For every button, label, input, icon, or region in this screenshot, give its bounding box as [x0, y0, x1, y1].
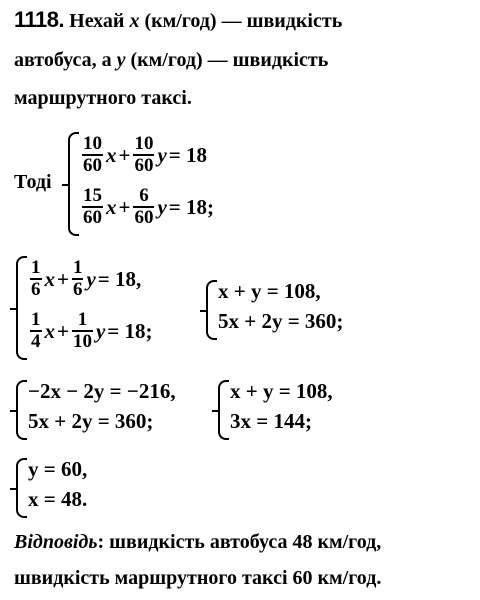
answer-line-2: швидкість маршрутного таксі 60 км/год. — [14, 567, 382, 589]
problem-text: (км/год) — швидкість — [144, 10, 343, 32]
equation-system-6 — [16, 456, 136, 520]
fraction: $\frac{1}{6}$ — [72, 257, 83, 300]
system-6-row-1: y = 60, — [28, 457, 88, 481]
equation-system-5 — [218, 378, 398, 442]
fraction: $\frac{1}{4}$ — [31, 309, 41, 352]
fraction: $\frac{1}{6}$ — [31, 257, 41, 300]
problem-line-1 — [14, 8, 342, 33]
equation-system-2 — [16, 252, 206, 362]
system-brace — [16, 458, 27, 518]
answer-text: : швидкість автобуса 48 км/год, — [97, 531, 382, 553]
problem-text: Нехай — [69, 10, 125, 32]
then-label: Тоді — [14, 171, 52, 193]
system-3-row-1: x + y = 108, — [218, 279, 321, 303]
system-2-row-1: $\frac{1}{6}$ x + $\frac{1}{6}$ y = 18, — [31, 257, 142, 300]
problem-line-2 — [14, 48, 328, 72]
system-1-row-2: $\frac{15}{60}$ x + $\frac{6}{60}$ y = 18; — [83, 185, 215, 228]
system-5-row-1: x + y = 108, — [230, 379, 333, 403]
system-brace — [206, 280, 217, 340]
answer-label: Відповідь — [14, 531, 98, 553]
fraction: $\frac{6}{60}$ — [134, 185, 154, 228]
system-6-row-2: x = 48. — [28, 487, 88, 511]
fraction: $\frac{10}{60}$ — [83, 133, 102, 176]
problem-text: (км/год) — швидкість — [130, 49, 329, 71]
problem-line-3: маршрутного таксі. — [14, 87, 192, 109]
equation-system-3 — [206, 278, 406, 342]
fraction: $\frac{1}{10}$ — [72, 309, 92, 352]
variable-y: y — [116, 49, 126, 71]
problem-number: 1118. — [14, 7, 65, 32]
system-5-row-2: 3x = 144; — [230, 409, 312, 433]
system-4-row-2: 5x + 2y = 360; — [28, 409, 154, 433]
system-brace — [16, 256, 27, 360]
equation-system-4 — [16, 378, 226, 442]
problem-text: автобуса, а — [14, 49, 112, 71]
fraction: $\frac{10}{60}$ — [134, 133, 154, 176]
system-1-row-1: $\frac{10}{60}$ x + $\frac{10}{60}$ y = 18 — [83, 133, 208, 176]
fraction: $\frac{15}{60}$ — [83, 185, 102, 228]
answer-line-1 — [14, 530, 381, 554]
system-brace — [218, 380, 229, 440]
system-2-row-2: $\frac{1}{4}$ x + $\frac{1}{10}$ y = 18; — [31, 309, 153, 352]
system-brace — [68, 132, 79, 236]
system-brace — [16, 380, 27, 440]
system-4-row-1: −2x − 2y = −216, — [28, 379, 176, 403]
system-3-row-2: 5x + 2y = 360; — [218, 309, 344, 333]
equation-system-1 — [68, 128, 328, 238]
variable-x: x — [129, 10, 140, 32]
